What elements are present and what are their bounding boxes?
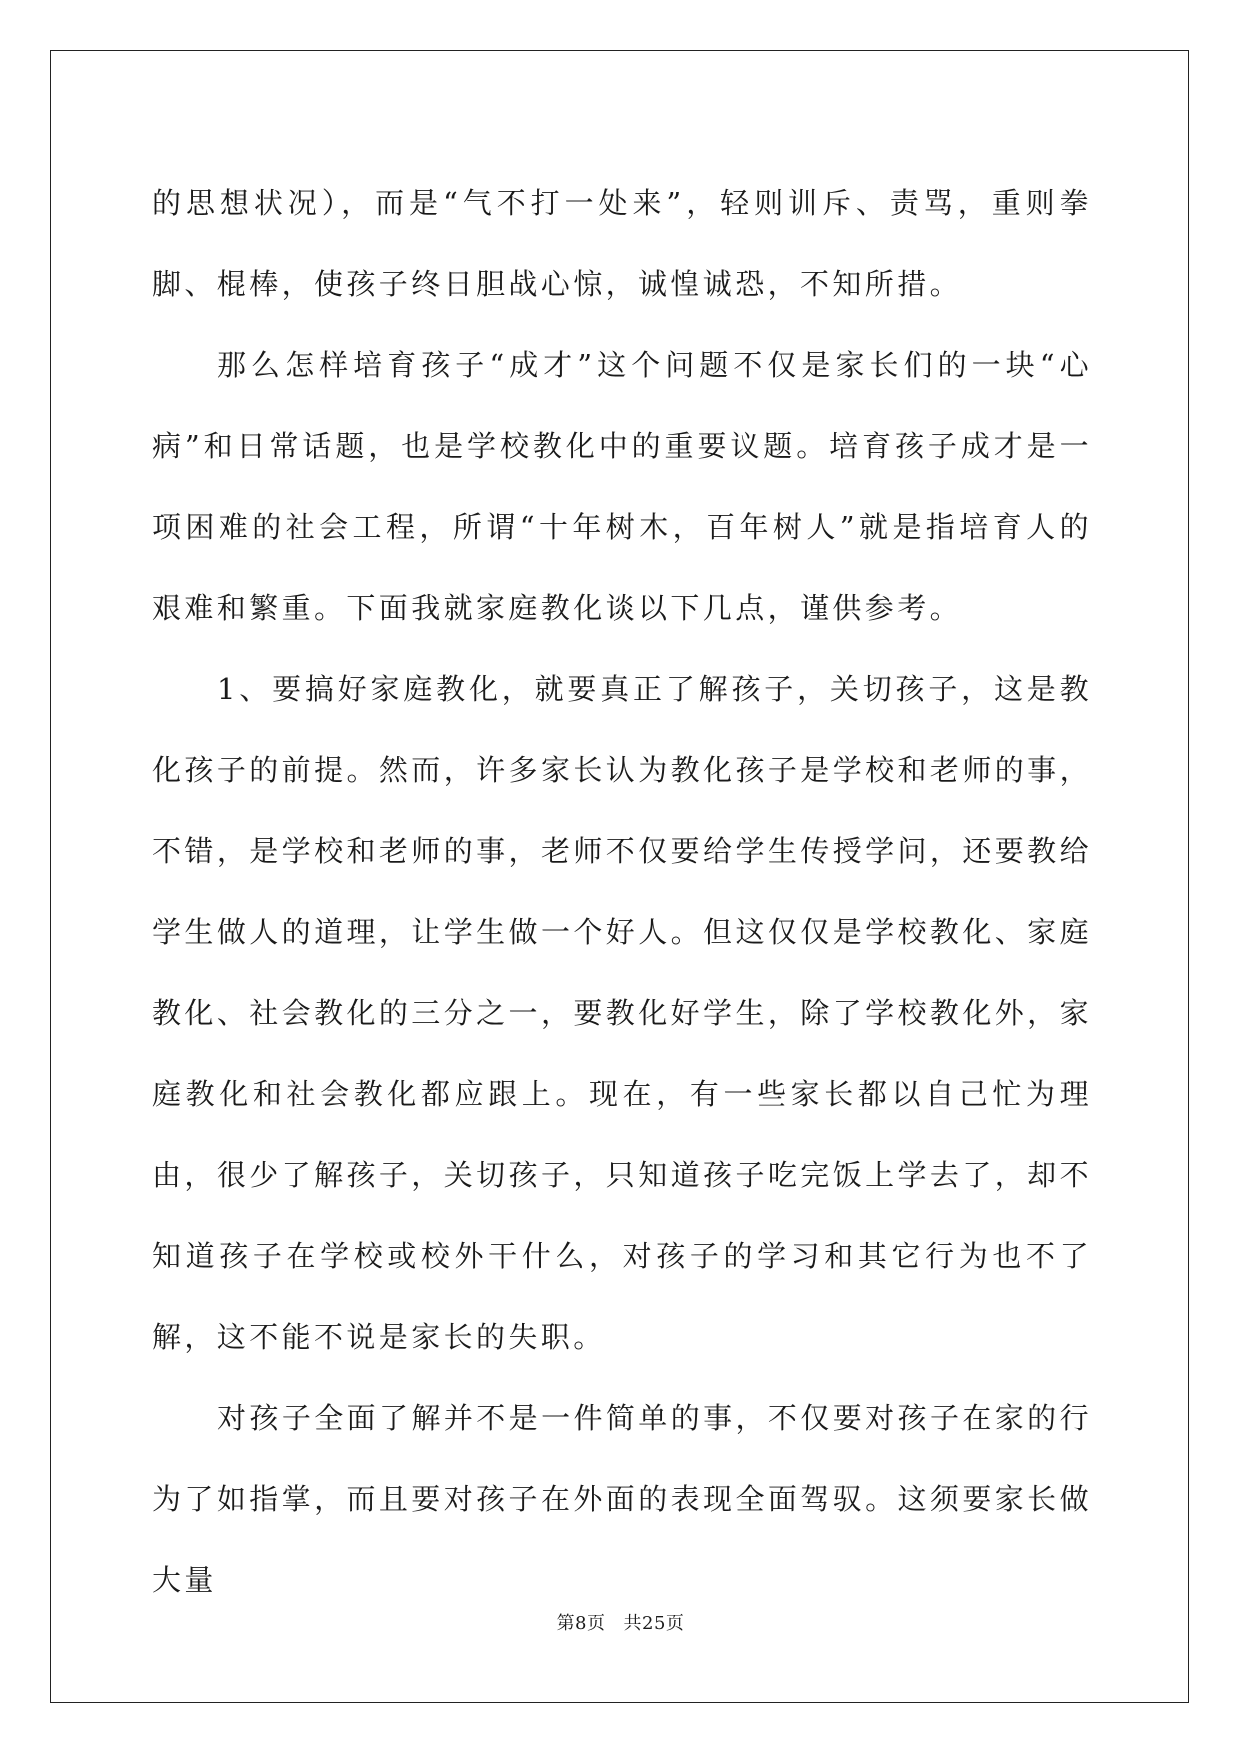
paragraph-3: 1、要搞好家庭教化，就要真正了解孩子，关切孩子，这是教化孩子的前提。然而，许多家长认为教化孩子是学校和老师的事，不错，是学校和老师的事，老师不仅要给学生传授学问，还要教给学生做人的道理，让学生做一个好人。但这仅仅是学校教化、家庭教化、社会教化的三分之一，要教化好学生，除了学校教化外，家庭教化和社会教化都应跟上。现在，有一些家长都以自己忙为理由，很少了解孩子，关切孩子，只知道孩子吃完饭上学去了，却不知道孩子在学校或校外干什么，对孩子的学习和其它行为也不了解，这不能不说是家长的失职。 xyxy=(152,672,1092,1354)
page-footer xyxy=(0,1612,1241,1636)
page-total: 共25页 xyxy=(623,1613,685,1634)
paragraph-1: 的思想状况），而是“气不打一处来”，轻则训斥、责骂，重则拳脚、棍棒，使孩子终日胆战心惊，诚惶诚恐，不知所措。 xyxy=(152,186,1092,301)
paragraph-4: 对孩子全面了解并不是一件简单的事，不仅要对孩子在家的行为了如指掌，而且要对孩子在外面的表现全面驾驭。这须要家长做大量 xyxy=(152,1401,1092,1597)
document-body xyxy=(152,163,1092,1621)
paragraph-2: 那么怎样培育孩子“成才”这个问题不仅是家长们的一块“心病”和日常话题，也是学校教化中的重要议题。培育孩子成才是一项困难的社会工程，所谓“十年树木，百年树人”就是指培育人的艰难和繁重。下面我就家庭教化谈以下几点，谨供参考。 xyxy=(152,348,1092,625)
page-number: 第8页 xyxy=(556,1613,606,1634)
